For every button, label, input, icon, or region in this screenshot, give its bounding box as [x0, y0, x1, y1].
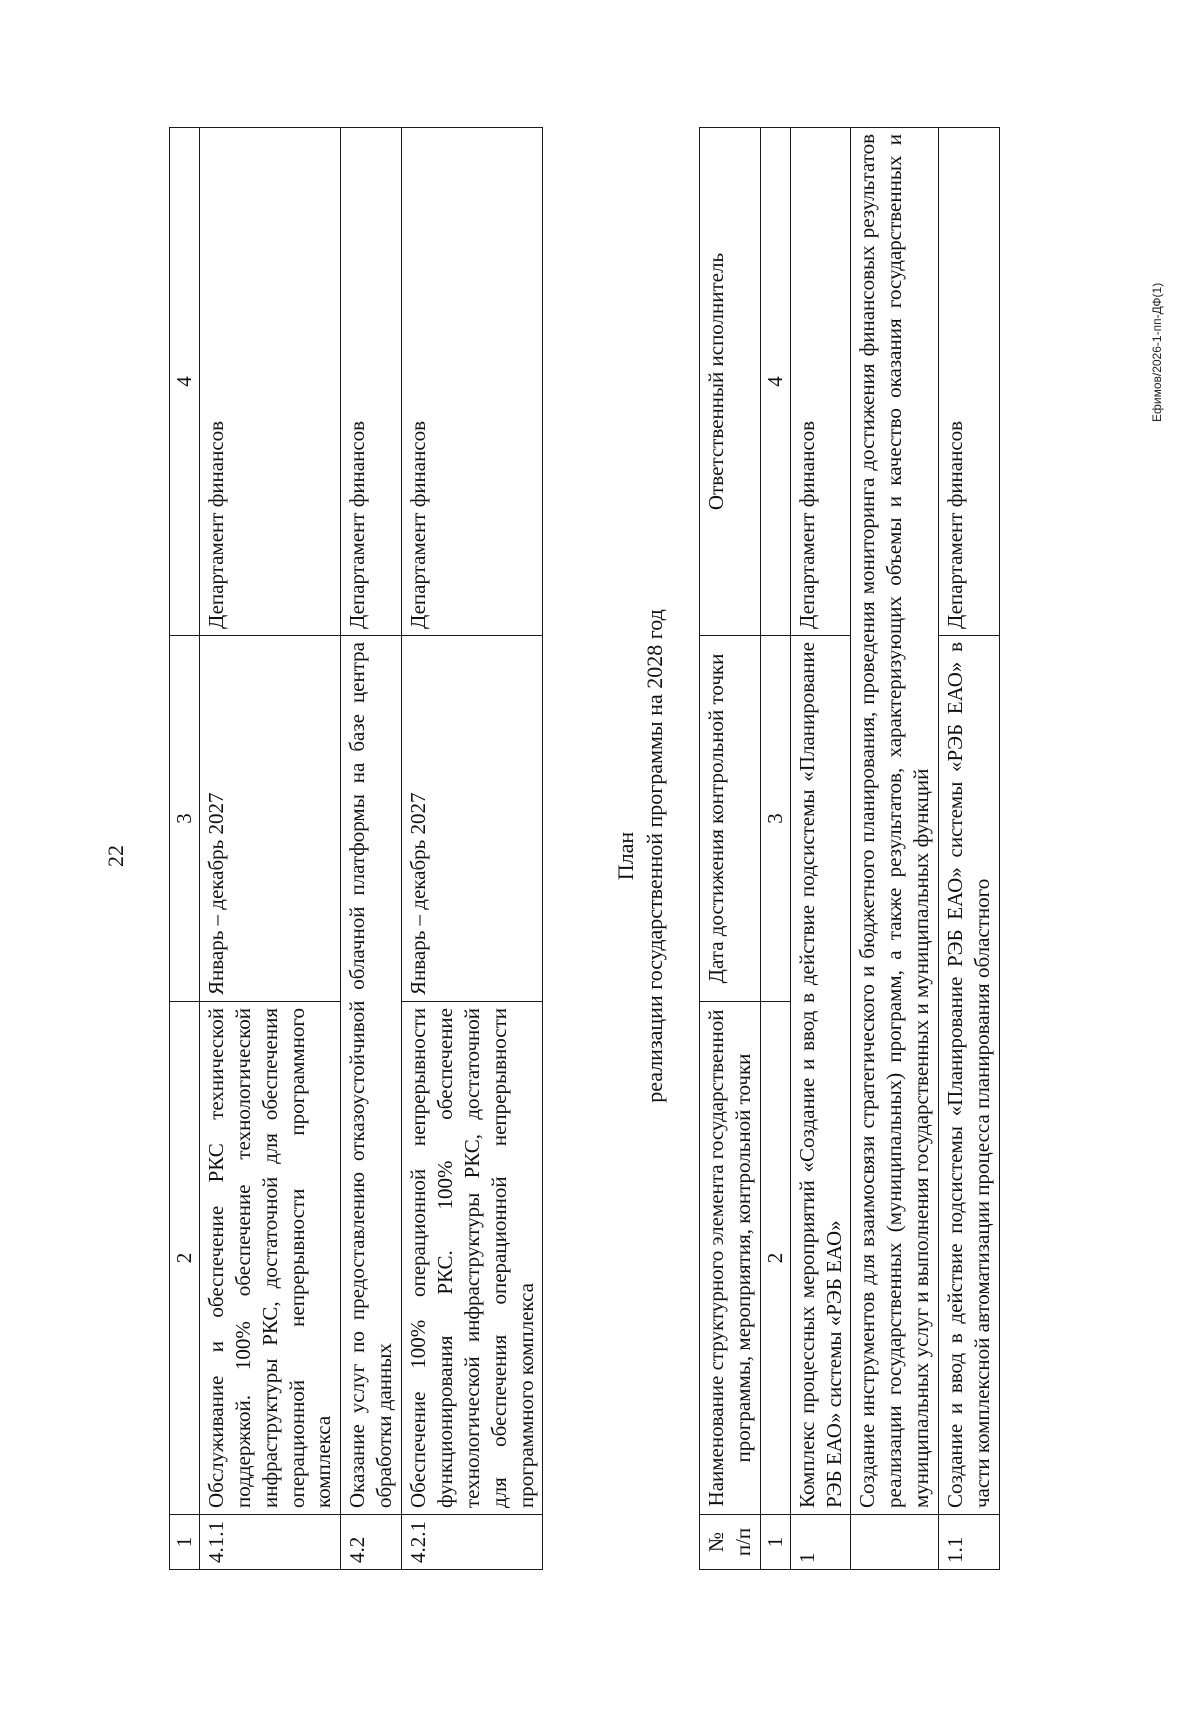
- column-number: 2: [170, 1002, 200, 1515]
- row-date: Январь – декабрь 2027: [199, 636, 340, 1002]
- document-code: Ефимов/2026-1-пп-ДФ(1): [1150, 282, 1164, 422]
- row-name: Обслуживание и обеспечение РКС технической поддержкой. 100% обеспечение технологической инфраструктуры РКС, достаточной для обеспечения операционной непрерывности программного комплекса: [199, 1002, 340, 1515]
- header-row: [700, 128, 761, 1570]
- header-date: Дата достижения контрольной точки: [700, 636, 761, 1002]
- column-number: 3: [760, 636, 790, 1002]
- column-number-row: [760, 128, 790, 1570]
- column-number-row: [170, 128, 200, 1570]
- column-number: 1: [170, 1515, 200, 1570]
- table-row: [939, 128, 1000, 1570]
- header-num: № п/п: [700, 1515, 761, 1570]
- table-row: [402, 128, 543, 1570]
- table-row: [341, 128, 402, 1570]
- row-number: [851, 1515, 939, 1570]
- header-executor: Ответственный исполнитель: [700, 128, 761, 636]
- row-executor: Департамент финансов: [402, 128, 543, 636]
- continued-table: [169, 127, 543, 1570]
- row-name: Обеспечение 100% операционной непрерывности функционирования РКС. 100% обеспечение технологической инфраструктуры РКС, достаточной для обеспечения операционной непрерывности программного комплекса: [402, 1002, 543, 1515]
- header-name: Наименование структурного элемента государственной программы, мероприятия, контрольной точки: [700, 1002, 761, 1515]
- column-number: 4: [760, 128, 790, 636]
- row-name: Создание и ввод в действие подсистемы «Планирование РЭБ ЕАО» системы «РЭБ ЕАО» в части комплексной автоматизации процесса планирования областного: [939, 636, 1000, 1515]
- row-date: Январь – декабрь 2027: [402, 636, 543, 1002]
- row-executor: Департамент финансов: [790, 128, 851, 636]
- row-name: Комплекс процессных мероприятий «Создание и ввод в действие подсистемы «Планирование РЭБ ЕАО» системы «РЭБ ЕАО»: [790, 636, 851, 1515]
- column-number: 1: [760, 1515, 790, 1570]
- column-number: 2: [760, 1002, 790, 1515]
- page-number: 22: [103, 845, 128, 867]
- table-row: [851, 128, 939, 1570]
- plan-subtitle: реализации государственной программы на 2028 год: [641, 609, 667, 1103]
- plan-title: План: [613, 831, 638, 881]
- task-description: Создание инструментов для взаимосвязи стратегического и бюджетного планирования, проведения мониторинга достижения финансовых результатов реализации государственных (муниципальных) программ, а также результатов, характеризующих объемы и качество оказания государственных и муниципальных услуг и выполнения государственных и муниципальных функций: [851, 128, 939, 1515]
- plan-heading: [612, 0, 669, 1712]
- column-number: 4: [170, 128, 200, 636]
- row-executor: Департамент финансов: [939, 128, 1000, 636]
- row-number: 4.1.1: [199, 1515, 340, 1570]
- row-number: 4.2: [341, 1515, 402, 1570]
- plan-table: [699, 127, 1000, 1570]
- row-number: 1: [790, 1515, 851, 1570]
- table-row: [790, 128, 851, 1570]
- column-number: 3: [170, 636, 200, 1002]
- table-row: [199, 128, 340, 1570]
- row-executor: Департамент финансов: [341, 128, 402, 636]
- row-number: 4.2.1: [402, 1515, 543, 1570]
- row-executor: Департамент финансов: [199, 128, 340, 636]
- row-name: Оказание услуг по предоставлению отказоустойчивой облачной платформы на базе центра обработки данных: [341, 636, 402, 1515]
- row-number: 1.1: [939, 1515, 1000, 1570]
